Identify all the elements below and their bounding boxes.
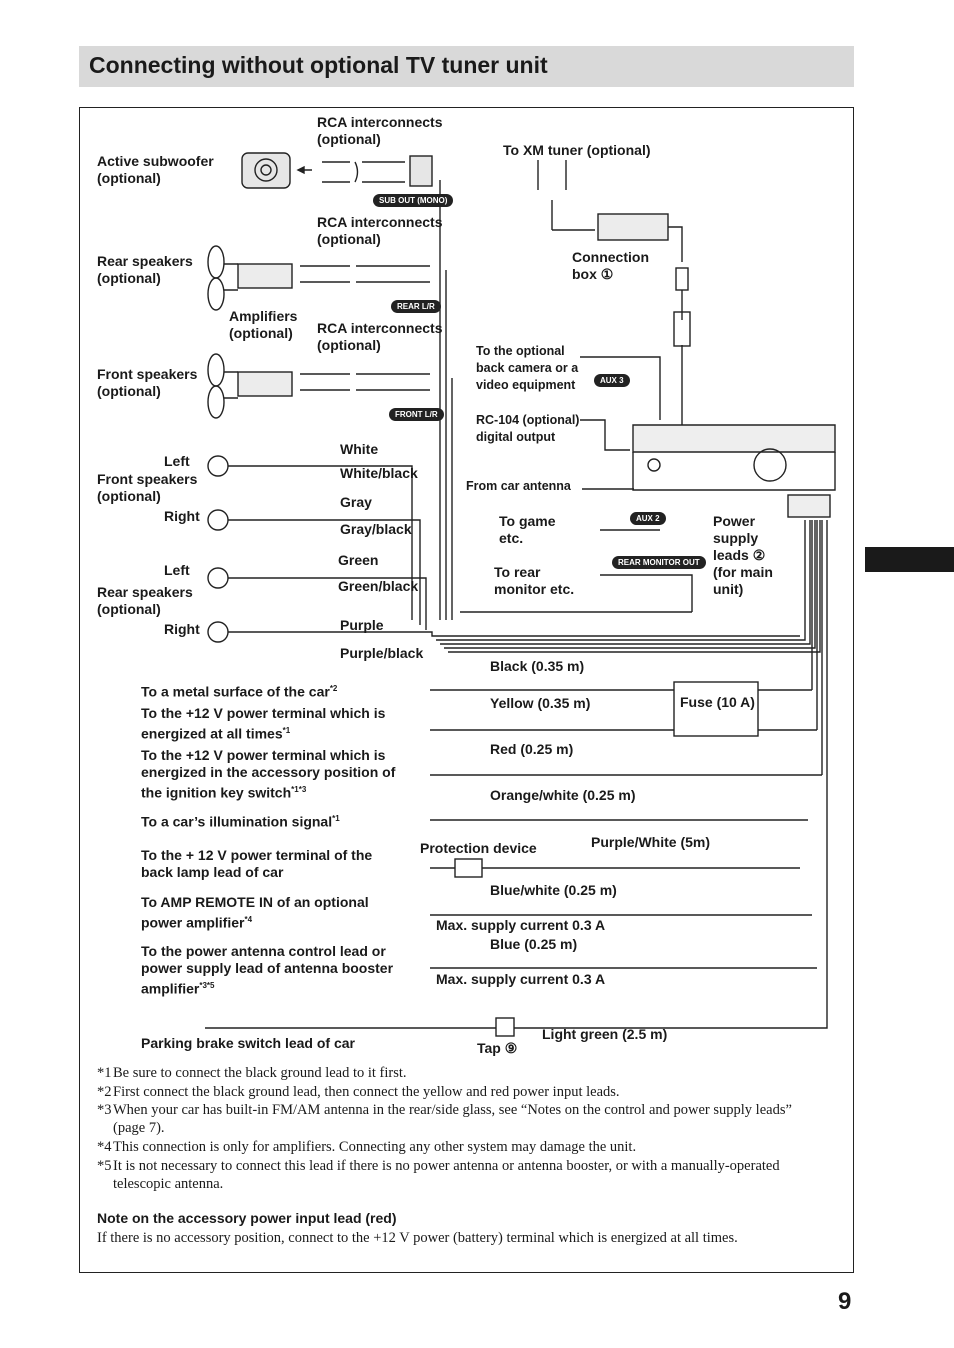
footnote-5: *5 It is not necessary to connect this lead if there is no power antenna or antenna booster, or with a manually-operated telescopic antenna. xyxy=(97,1158,780,1192)
amplifier-front-icon xyxy=(238,372,292,396)
fuse-label: Fuse (10 A) xyxy=(680,694,755,710)
subwoofer-icon xyxy=(242,153,290,188)
rc104-label: RC-104 (optional) digital output xyxy=(476,413,580,444)
max-current-label-2: Max. supply current 0.3 A xyxy=(436,971,606,987)
note-title: Note on the accessory power input lead (red) xyxy=(97,1210,397,1226)
rear-right-label: Right xyxy=(164,621,200,637)
parking-brake-label: Parking brake switch lead of car xyxy=(141,1035,355,1051)
page-title: Connecting without optional TV tuner unit xyxy=(89,52,548,78)
rear-speaker-right-icon xyxy=(208,278,224,310)
wire-purple: Purple xyxy=(340,617,384,633)
front-right-speaker-icon xyxy=(208,510,228,530)
badge-rear-lr: REAR L/R xyxy=(391,300,441,313)
note-body: If there is no accessory position, connect to the +12 V power (battery) terminal which is energized at all times. xyxy=(97,1230,738,1246)
wire-green: Green xyxy=(338,552,379,568)
front-left-label: Left xyxy=(164,453,190,469)
lead-blue: Blue (0.25 m) xyxy=(490,936,578,952)
front-right-label: Right xyxy=(164,508,200,524)
wire-purple-black: Purple/black xyxy=(340,645,424,661)
to-rear-monitor-label: To rear monitor etc. xyxy=(494,564,575,597)
badge-sub-out: SUB OUT (MONO) xyxy=(373,194,453,207)
dest-illumination: To a car’s illumination signal$^{*1}$ xyxy=(141,813,340,830)
lead-red: Red (0.25 m) xyxy=(490,741,574,757)
purple-white-label: Purple/White (5m) xyxy=(591,834,711,850)
protection-device-icon xyxy=(455,859,482,877)
rear-speakers-label: Rear speakers (optional) xyxy=(97,253,193,286)
dest-power-antenna: To the power antenna control lead or power supply lead of antenna booster amplifier$^{*3*5}$ xyxy=(141,943,394,997)
dest-metal: To a metal surface of the car$^{*2}$ xyxy=(141,683,338,700)
front-speakers-label: Front speakers (optional) xyxy=(97,366,198,399)
rear-left-label: Left xyxy=(164,562,190,578)
dest-plus12-accessory: To the +12 V power terminal which is energized in the accessory position of the ignition key switch$^{*1*3}$ xyxy=(141,747,396,801)
page-number: 9 xyxy=(838,1288,852,1315)
rear-speakers-label-2: Rear speakers (optional) xyxy=(97,584,193,617)
tap-label: Tap ⑨ xyxy=(477,1040,518,1056)
xm-tuner-label: To XM tuner (optional) xyxy=(503,142,651,158)
rca-interconnects-label-2: RCA interconnects (optional) xyxy=(317,214,443,247)
wire-white-black: White/black xyxy=(340,465,418,481)
rear-speaker-left-icon xyxy=(208,246,224,278)
wire-gray-black: Gray/black xyxy=(340,521,412,537)
connection-box-icon xyxy=(598,214,668,240)
lead-yellow: Yellow (0.35 m) xyxy=(490,695,591,711)
amplifier-rear-icon xyxy=(238,264,292,288)
front-speakers-label-2: Front speakers (optional) xyxy=(97,471,198,504)
head-unit-icon xyxy=(633,425,835,452)
light-green-label: Light green (2.5 m) xyxy=(542,1026,668,1042)
back-camera-label: To the optional back camera or a video equipment xyxy=(476,344,579,392)
rca-interconnects-label-1: RCA interconnects (optional) xyxy=(317,114,443,147)
rear-left-speaker-icon xyxy=(208,568,228,588)
rear-right-speaker-icon xyxy=(208,622,228,642)
lead-blue-white: Blue/white (0.25 m) xyxy=(490,882,617,898)
lead-black: Black (0.35 m) xyxy=(490,658,585,674)
protection-device-label: Protection device xyxy=(420,840,537,856)
badge-rear-monitor-out: REAR MONITOR OUT xyxy=(612,556,706,569)
wire-green-black: Green/black xyxy=(338,578,419,594)
footnote-1: *1 Be sure to connect the black ground lead to it first. xyxy=(97,1065,407,1081)
connection-box-label: Connection box ① xyxy=(572,249,649,282)
active-subwoofer-label: Active subwoofer (optional) xyxy=(97,153,214,186)
footnote-2: *2 First connect the black ground lead, then connect the yellow and red power input leads. xyxy=(97,1084,620,1100)
amplifiers-label: Amplifiers (optional) xyxy=(229,308,298,341)
lead-orange-white: Orange/white (0.25 m) xyxy=(490,787,636,803)
power-supply-leads-label: Power supply leads ② (for main unit) xyxy=(713,513,773,597)
front-speaker-left-icon xyxy=(208,354,224,386)
front-speaker-right-icon xyxy=(208,386,224,418)
dest-back-lamp: To the + 12 V power terminal of the back lamp lead of car xyxy=(141,847,373,880)
front-left-speaker-icon xyxy=(208,456,228,476)
car-antenna-label: From car antenna xyxy=(466,479,571,493)
max-current-label-1: Max. supply current 0.3 A xyxy=(436,917,606,933)
wire-gray: Gray xyxy=(340,494,372,510)
rca-interconnects-label-3: RCA interconnects (optional) xyxy=(317,320,443,353)
badge-aux3: AUX 3 xyxy=(594,374,630,387)
badge-aux2: AUX 2 xyxy=(630,512,666,525)
to-game-label: To game etc. xyxy=(499,513,556,546)
footnote-3: *3 When your car has built-in FM/AM antenna in the rear/side glass, see “Notes on the control and power supply leads” (page 7). xyxy=(97,1102,792,1136)
tap-icon xyxy=(496,1018,514,1036)
badge-front-lr: FRONT L/R xyxy=(389,408,444,421)
footnote-4: *4 This connection is only for amplifiers. Connecting any other system may damage the unit. xyxy=(97,1139,637,1155)
dest-amp-remote: To AMP REMOTE IN of an optional power amplifier$^{*4}$ xyxy=(141,894,369,931)
wire-white: White xyxy=(340,441,379,457)
dest-plus12-always: To the +12 V power terminal which is energized at all times$^{*1}$ xyxy=(141,705,386,742)
